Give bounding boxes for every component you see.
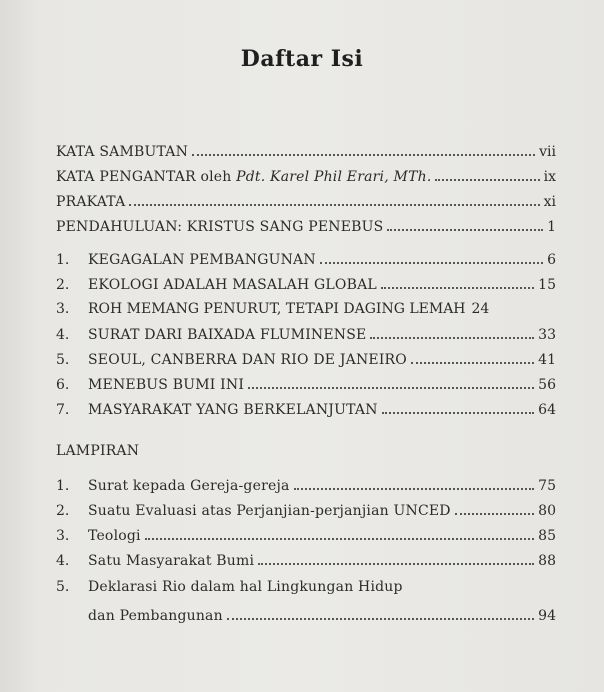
appendix-entry xyxy=(56,524,556,546)
chapter-title: MASYARAKAT YANG BERKELANJUTAN xyxy=(88,402,378,418)
chapter-title: SEOUL, CANBERRA DAN RIO DE JANEIRO xyxy=(88,352,407,368)
appendix-heading: LAMPIRAN xyxy=(56,443,140,459)
appendix-title: Suatu Evaluasi atas Perjanjian-perjanjian UNCED xyxy=(88,503,451,519)
appendix-number: 4. xyxy=(56,553,70,569)
chapter-number: 2. xyxy=(56,277,70,293)
appendix-number: 5. xyxy=(56,579,70,595)
chapter-entry xyxy=(56,323,556,345)
chapter-title: EKOLOGI ADALAH MASALAH GLOBAL xyxy=(88,277,377,293)
chapter-number: 4. xyxy=(56,327,70,343)
chapter-title: KEGAGALAN PEMBANGUNAN xyxy=(88,252,316,268)
toc-entry-page: vii xyxy=(539,144,556,160)
chapter-number: 6. xyxy=(56,377,70,393)
toc-entry xyxy=(56,190,556,212)
toc-entry xyxy=(56,140,556,162)
leader-dots xyxy=(227,604,534,620)
leader-dots xyxy=(370,323,534,339)
chapter-title: SURAT DARI BAIXADA FLUMINENSE xyxy=(88,327,367,343)
appendix-title-continued: dan Pembangunan xyxy=(88,608,223,624)
toc-entry xyxy=(56,165,556,187)
leader-dots xyxy=(435,165,539,181)
chapter-entry xyxy=(56,373,556,395)
chapter-number: 5. xyxy=(56,352,70,368)
chapter-title: MENEBUS BUMI INI xyxy=(88,377,245,393)
toc-entry-label: KATA SAMBUTAN xyxy=(56,144,189,160)
chapter-page: 64 xyxy=(538,402,556,418)
leader-dots xyxy=(411,348,534,364)
appendix-entry-continuation xyxy=(56,604,556,626)
page-title: Daftar Isi xyxy=(240,46,364,72)
chapter-page: 33 xyxy=(538,327,556,343)
chapter-entry xyxy=(56,248,556,270)
leader-dots xyxy=(455,499,534,515)
chapter-entry xyxy=(56,398,556,420)
appendix-page: 80 xyxy=(538,503,556,519)
chapter-number: 1. xyxy=(56,252,70,268)
chapter-page: 6 xyxy=(547,252,556,268)
appendix-entry xyxy=(56,499,556,521)
appendix-entry xyxy=(56,549,556,571)
leader-dots xyxy=(294,474,535,490)
leader-dots xyxy=(129,190,539,206)
appendix-number: 3. xyxy=(56,528,70,544)
chapter-page: 41 xyxy=(538,352,556,368)
appendix-title: Surat kepada Gereja-gereja xyxy=(88,478,290,494)
toc-entry-page: ix xyxy=(543,169,556,185)
toc-entry-page: 1 xyxy=(547,219,556,235)
appendix-title: Satu Masyarakat Bumi xyxy=(88,553,255,569)
appendix-number: 1. xyxy=(56,478,70,494)
chapter-page: 24 xyxy=(471,301,490,317)
appendix-title: Teologi xyxy=(88,528,141,544)
leader-dots xyxy=(248,373,534,389)
toc-entry xyxy=(56,215,556,237)
appendix-heading-row xyxy=(56,440,556,462)
chapter-entry xyxy=(56,348,556,370)
appendix-number: 2. xyxy=(56,503,70,519)
chapter-entry xyxy=(56,298,556,320)
leader-dots xyxy=(381,273,534,289)
toc-entry-label: PENDAHULUAN: KRISTUS SANG PENEBUS xyxy=(56,219,384,235)
chapter-page: 15 xyxy=(538,277,556,293)
appendix-page: 88 xyxy=(538,553,556,569)
leader-dots xyxy=(192,140,535,156)
leader-dots xyxy=(258,549,534,565)
leader-dots xyxy=(145,524,534,540)
leader-dots xyxy=(382,398,535,414)
appendix-title: Deklarasi Rio dalam hal Lingkungan Hidup xyxy=(88,579,403,595)
chapter-entry xyxy=(56,273,556,295)
chapter-number: 7. xyxy=(56,402,70,418)
leader-dots xyxy=(320,248,543,264)
appendix-page: 85 xyxy=(538,528,556,544)
appendix-entry xyxy=(56,576,556,598)
toc-entry-label: PRAKATA xyxy=(56,194,126,210)
chapter-title: ROH MEMANG PENURUT, TETAPI DAGING LEMAH xyxy=(88,301,466,317)
toc-entry-page: xi xyxy=(543,194,556,210)
appendix-page: 94 xyxy=(538,608,556,624)
toc-entry-label: KATA PENGANTAR oleh Pdt. Karel Phil Erari, MTh. xyxy=(56,169,432,185)
chapter-number: 3. xyxy=(56,301,70,317)
appendix-entry xyxy=(56,474,556,496)
leader-dots xyxy=(387,215,543,231)
appendix-page: 75 xyxy=(538,478,556,494)
chapter-page: 56 xyxy=(538,377,556,393)
